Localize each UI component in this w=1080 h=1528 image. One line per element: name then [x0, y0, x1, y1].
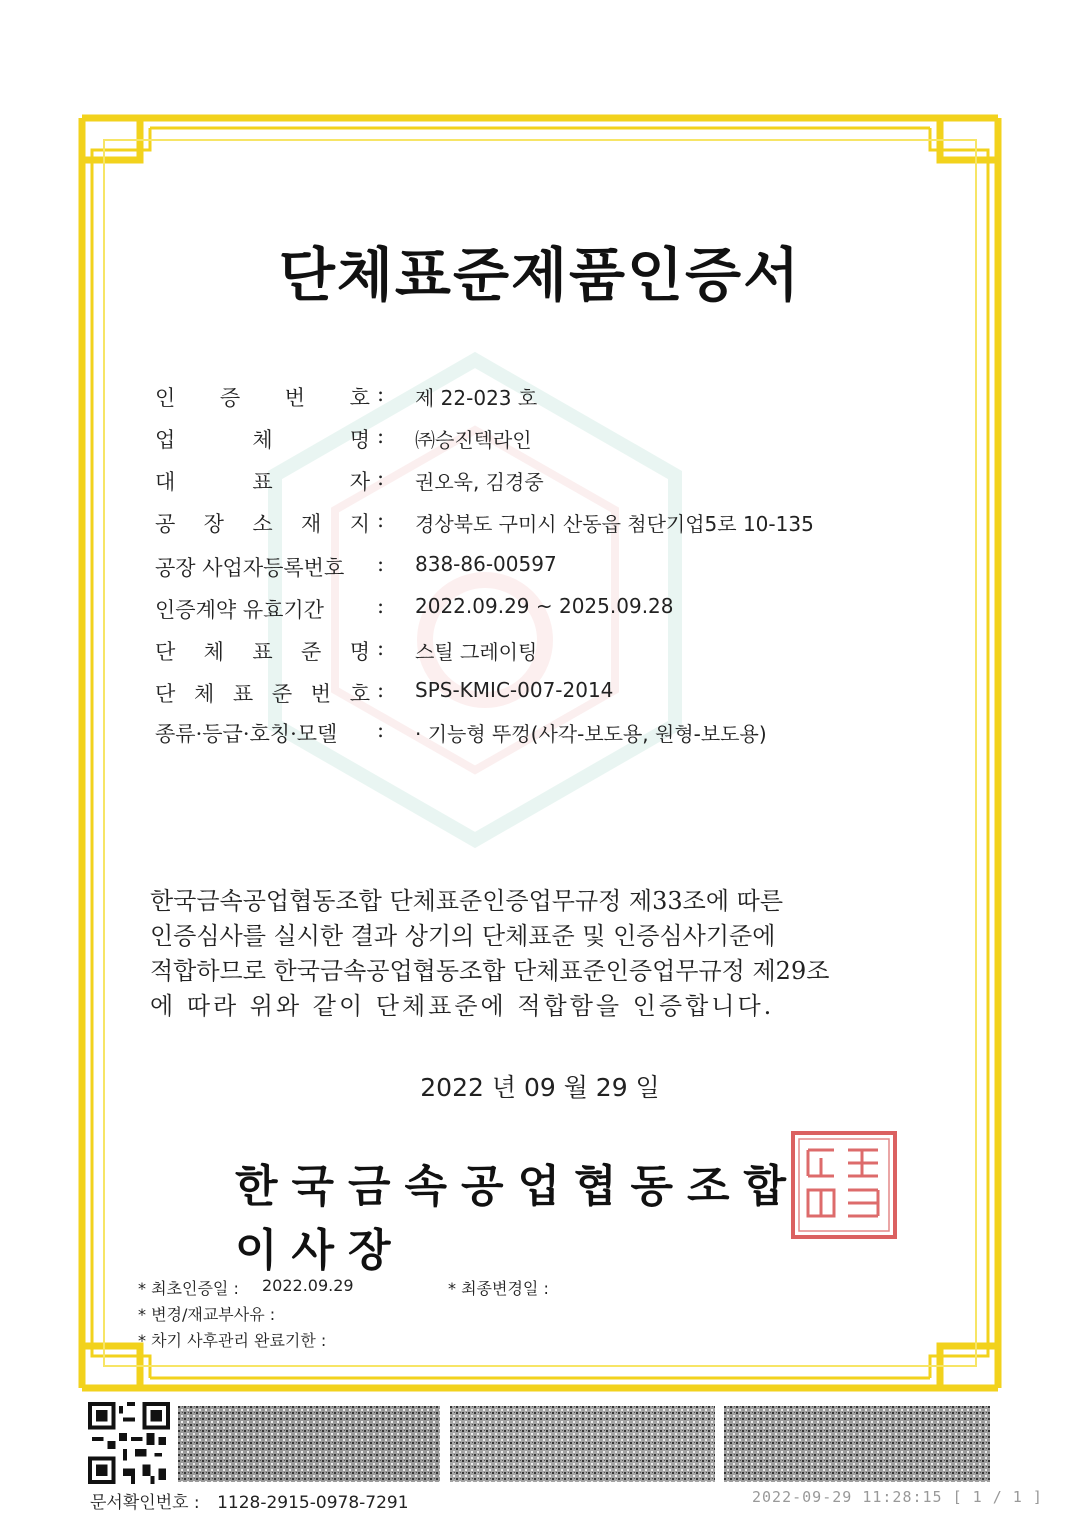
field-value: · 기능형 뚜껑(사각-보도용, 원형-보도용) [415, 722, 767, 746]
statement-line-2: 인증심사를 실시한 결과 상기의 단체표준 및 인증심사기준에 [150, 922, 776, 950]
field-label-char: 업 [155, 428, 176, 452]
document-confirmation-number [90, 1488, 409, 1513]
field-label-char: 체 [252, 428, 273, 452]
security-pattern-2 [450, 1406, 715, 1482]
field-value: ㈜승진텍라인 [415, 428, 532, 452]
doc-no-label: 문서확인번호 : [90, 1493, 200, 1513]
field-colon: : [377, 424, 385, 448]
field-label-char: 표 [252, 640, 273, 664]
field-label-char: 종류·등급·호칭·모델 [155, 722, 338, 746]
field-label-char: 재 [301, 512, 322, 536]
field-label-char: 준 [271, 682, 293, 706]
field-label [155, 636, 370, 666]
field-label-char: 번 [284, 386, 306, 410]
verification-strip [88, 1402, 998, 1484]
field-label-char: 지 [349, 512, 370, 536]
field-label-char: 체 [203, 640, 224, 664]
field-label-char: 표 [252, 470, 273, 494]
security-pattern-1 [178, 1406, 440, 1482]
field-label-char: 번 [310, 682, 332, 706]
certificate-title: 단체표준제품인증서 [278, 241, 802, 309]
field-label-char: 호 [349, 386, 370, 410]
field-colon: : [377, 594, 385, 618]
field-label-char: 준 [301, 640, 322, 664]
field-value: 경상북도 구미시 산동읍 첨단기업5로 10-135 [415, 512, 814, 536]
next-followup-label: * 차기 사후관리 완료기한 : [138, 1331, 327, 1350]
field-label [155, 424, 370, 454]
field-label-char: 인 [155, 386, 176, 410]
doc-no-value: 1128-2915-0978-7291 [217, 1493, 409, 1513]
statement-line-4: 에 따라 위와 같이 단체표준에 적합함을 인증합니다. [150, 992, 775, 1020]
certification-statement [150, 884, 930, 1024]
field-label-char: 증 [219, 386, 241, 410]
field-label [155, 466, 370, 496]
qr-code[interactable] [88, 1402, 170, 1484]
field-colon: : [377, 382, 385, 406]
field-colon: : [377, 678, 385, 702]
field-value: 권오욱, 김경중 [415, 470, 544, 494]
field-label-char: 단 [155, 640, 176, 664]
field-colon: : [377, 718, 385, 742]
statement-line-3: 적합하므로 한국금속공업협동조합 단체표준인증업무규정 제29조 [150, 957, 830, 985]
security-pattern-3 [724, 1406, 990, 1482]
statement-line-1: 한국금속공업협동조합 단체표준인증업무규정 제33조에 따른 [150, 887, 784, 915]
field-label [155, 508, 370, 538]
field-label-char: 자 [349, 470, 370, 494]
last-change-label: * 최종변경일 : [448, 1279, 549, 1298]
field-label-char: 표 [232, 682, 254, 706]
issuer-text: 한국금속공업협동조합이사장 [235, 1161, 801, 1276]
field-label [155, 718, 370, 748]
field-colon: : [377, 552, 385, 576]
field-label [155, 678, 370, 708]
field-value: 스틸 그레이팅 [415, 640, 538, 664]
change-reason-label: * 변경/재교부사유 : [138, 1305, 276, 1324]
field-label-char: 단 [155, 682, 176, 706]
field-value: 2022.09.29 ~ 2025.09.28 [415, 594, 674, 618]
field-label-char: 명 [349, 428, 370, 452]
field-value: 838-86-00597 [415, 552, 557, 576]
field-label-char: 대 [155, 470, 176, 494]
field-colon: : [377, 636, 385, 660]
issue-date: 2022 년 09 월 29 일 [420, 1073, 660, 1102]
field-colon: : [377, 466, 385, 490]
field-label [155, 382, 370, 412]
field-label [155, 594, 370, 624]
field-value: 제 22-023 호 [415, 386, 538, 410]
first-cert-date: 2022.09.29 [262, 1276, 354, 1295]
field-colon: : [377, 508, 385, 532]
field-label-char: 인증계약 유효기간 [155, 598, 324, 622]
first-cert-label: * 최초인증일 : [138, 1279, 239, 1298]
print-timestamp: 2022-09-29 11:28:15 [ 1 / 1 ] [752, 1488, 1043, 1506]
field-label-char: 장 [203, 512, 224, 536]
field-label [155, 552, 370, 582]
official-seal [790, 1130, 898, 1240]
field-label-char: 소 [252, 512, 273, 536]
field-value: SPS-KMIC-007-2014 [415, 678, 614, 702]
field-label-char: 체 [193, 682, 215, 706]
field-label-char: 명 [349, 640, 370, 664]
field-label-char: 공장 사업자등록번호 [155, 556, 345, 580]
issuer-name [235, 1150, 855, 1278]
field-label-char: 공 [155, 512, 176, 536]
field-label-char: 호 [349, 682, 370, 706]
